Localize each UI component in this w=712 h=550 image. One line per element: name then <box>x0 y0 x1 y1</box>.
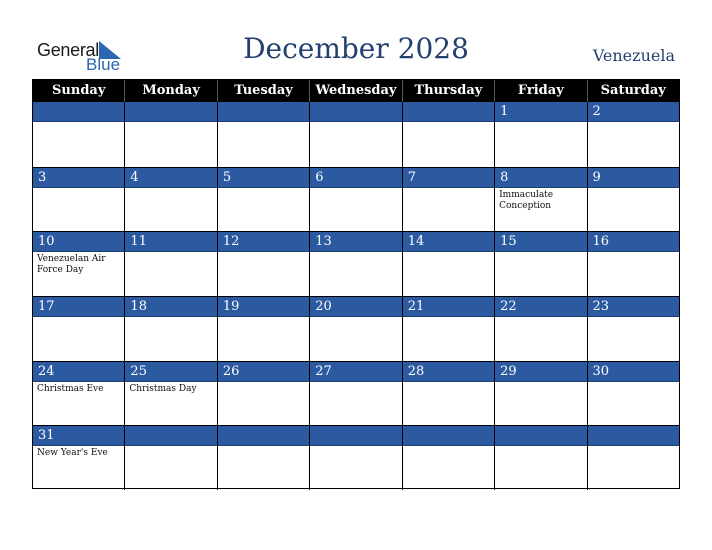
day-cell[interactable] <box>402 231 494 296</box>
day-number: 30 <box>588 362 679 382</box>
day-cell[interactable] <box>494 231 586 296</box>
day-number: 1 <box>495 102 586 122</box>
weeks-container <box>33 102 679 490</box>
holiday-label <box>495 122 586 124</box>
holiday-label <box>403 252 494 254</box>
day-cell[interactable] <box>33 425 124 490</box>
holiday-label <box>310 317 401 319</box>
day-number: 31 <box>33 426 124 446</box>
holiday-label <box>218 446 309 448</box>
day-number <box>33 102 124 122</box>
holiday-label: Immaculate Conception <box>499 189 554 211</box>
day-number: 29 <box>495 362 586 382</box>
day-cell[interactable] <box>33 361 124 426</box>
week-row <box>33 231 679 296</box>
day-number: 15 <box>495 232 586 252</box>
calendar-grid <box>32 79 680 489</box>
day-number: 23 <box>588 297 679 317</box>
day-cell[interactable] <box>402 102 494 167</box>
weekday-tuesday: Tuesday <box>217 80 309 102</box>
holiday-label <box>310 382 401 384</box>
day-number: 5 <box>218 168 309 188</box>
day-cell[interactable] <box>402 361 494 426</box>
holiday-label <box>218 382 309 384</box>
day-cell[interactable] <box>124 296 216 361</box>
day-number: 10 <box>33 232 124 252</box>
holiday-label <box>33 188 124 190</box>
day-cell[interactable] <box>587 425 679 490</box>
day-cell[interactable] <box>494 102 586 167</box>
day-cell[interactable] <box>217 102 309 167</box>
day-cell[interactable] <box>309 231 401 296</box>
holiday-label: Christmas Day <box>129 383 197 394</box>
holiday-label <box>125 188 216 190</box>
day-number <box>310 426 401 446</box>
holiday-label: Venezuelan Air Force Day <box>37 254 106 276</box>
day-cell[interactable] <box>33 296 124 361</box>
day-cell[interactable] <box>33 167 124 232</box>
day-number <box>125 426 216 446</box>
day-number <box>588 426 679 446</box>
holiday-label <box>218 252 309 254</box>
day-number: 28 <box>403 362 494 382</box>
holiday-label <box>310 252 401 254</box>
day-cell[interactable] <box>402 425 494 490</box>
day-number: 7 <box>403 168 494 188</box>
day-number <box>218 102 309 122</box>
holiday-label <box>218 317 309 319</box>
day-cell[interactable] <box>587 231 679 296</box>
day-number <box>218 426 309 446</box>
week-row <box>33 361 679 426</box>
day-number <box>495 426 586 446</box>
day-number <box>403 426 494 446</box>
day-cell[interactable] <box>402 296 494 361</box>
holiday-label <box>403 446 494 448</box>
holiday-label <box>588 317 679 319</box>
day-cell[interactable] <box>33 102 124 167</box>
logo-text-blue: Blue <box>86 55 121 74</box>
day-cell[interactable] <box>217 425 309 490</box>
day-cell[interactable] <box>33 231 124 296</box>
day-cell[interactable] <box>587 167 679 232</box>
day-cell[interactable] <box>309 102 401 167</box>
holiday-label <box>403 317 494 319</box>
week-row <box>33 425 679 490</box>
day-number: 19 <box>218 297 309 317</box>
day-cell[interactable] <box>494 167 586 232</box>
holiday-label <box>495 317 586 319</box>
day-cell[interactable] <box>217 231 309 296</box>
day-cell[interactable] <box>124 102 216 167</box>
day-cell[interactable] <box>124 425 216 490</box>
week-row <box>33 167 679 232</box>
day-number: 26 <box>218 362 309 382</box>
holiday-label <box>495 382 586 384</box>
holiday-label <box>403 122 494 124</box>
holiday-label <box>495 252 586 254</box>
holiday-label <box>218 122 309 124</box>
day-cell[interactable] <box>587 102 679 167</box>
calendar-title: December 2028 <box>243 32 469 65</box>
holiday-label <box>588 446 679 448</box>
weekday-friday: Friday <box>494 80 586 102</box>
country-label: Venezuela <box>592 46 675 65</box>
holiday-label <box>310 446 401 448</box>
holiday-label <box>125 252 216 254</box>
day-number: 2 <box>588 102 679 122</box>
holiday-label <box>588 122 679 124</box>
holiday-label: Christmas Eve <box>37 383 104 394</box>
day-cell[interactable] <box>494 361 586 426</box>
logo-text-general: General <box>37 40 99 60</box>
weekday-wednesday: Wednesday <box>309 80 401 102</box>
holiday-label <box>403 188 494 190</box>
day-number: 13 <box>310 232 401 252</box>
day-cell[interactable] <box>587 361 679 426</box>
day-cell[interactable] <box>309 167 401 232</box>
day-cell[interactable] <box>217 296 309 361</box>
day-cell[interactable] <box>309 296 401 361</box>
day-number: 12 <box>218 232 309 252</box>
day-number: 3 <box>33 168 124 188</box>
holiday-label <box>125 122 216 124</box>
holiday-label <box>588 382 679 384</box>
holiday-label <box>310 188 401 190</box>
day-cell[interactable] <box>124 361 216 426</box>
day-number: 4 <box>125 168 216 188</box>
holiday-label: New Year's Eve <box>37 448 108 459</box>
holiday-label <box>33 317 124 319</box>
day-number: 27 <box>310 362 401 382</box>
day-cell[interactable] <box>309 361 401 426</box>
day-cell[interactable] <box>494 425 586 490</box>
weekday-saturday: Saturday <box>587 80 679 102</box>
day-cell[interactable] <box>217 167 309 232</box>
holiday-label <box>125 446 216 448</box>
day-number: 11 <box>125 232 216 252</box>
weekday-monday: Monday <box>124 80 216 102</box>
holiday-label <box>495 446 586 448</box>
day-number <box>403 102 494 122</box>
day-number: 9 <box>588 168 679 188</box>
day-number: 18 <box>125 297 216 317</box>
day-cell[interactable] <box>309 425 401 490</box>
week-row <box>33 296 679 361</box>
holiday-label <box>310 122 401 124</box>
week-row <box>33 102 679 167</box>
day-number <box>125 102 216 122</box>
day-number: 8 <box>495 168 586 188</box>
day-cell[interactable] <box>494 296 586 361</box>
holiday-label <box>125 317 216 319</box>
day-number: 6 <box>310 168 401 188</box>
day-cell[interactable] <box>124 231 216 296</box>
day-number: 24 <box>33 362 124 382</box>
day-cell[interactable] <box>217 361 309 426</box>
day-number: 16 <box>588 232 679 252</box>
day-cell[interactable] <box>124 167 216 232</box>
holiday-label <box>33 122 124 124</box>
day-cell[interactable] <box>402 167 494 232</box>
weekday-thursday: Thursday <box>402 80 494 102</box>
day-number: 22 <box>495 297 586 317</box>
weekday-header <box>33 80 679 102</box>
day-number: 21 <box>403 297 494 317</box>
holiday-label <box>588 188 679 190</box>
day-number: 25 <box>125 362 216 382</box>
day-number <box>310 102 401 122</box>
day-number: 17 <box>33 297 124 317</box>
weekday-sunday: Sunday <box>52 83 106 98</box>
holiday-label <box>588 252 679 254</box>
day-cell[interactable] <box>587 296 679 361</box>
holiday-label <box>403 382 494 384</box>
day-number: 14 <box>403 232 494 252</box>
holiday-label <box>218 188 309 190</box>
day-number: 20 <box>310 297 401 317</box>
